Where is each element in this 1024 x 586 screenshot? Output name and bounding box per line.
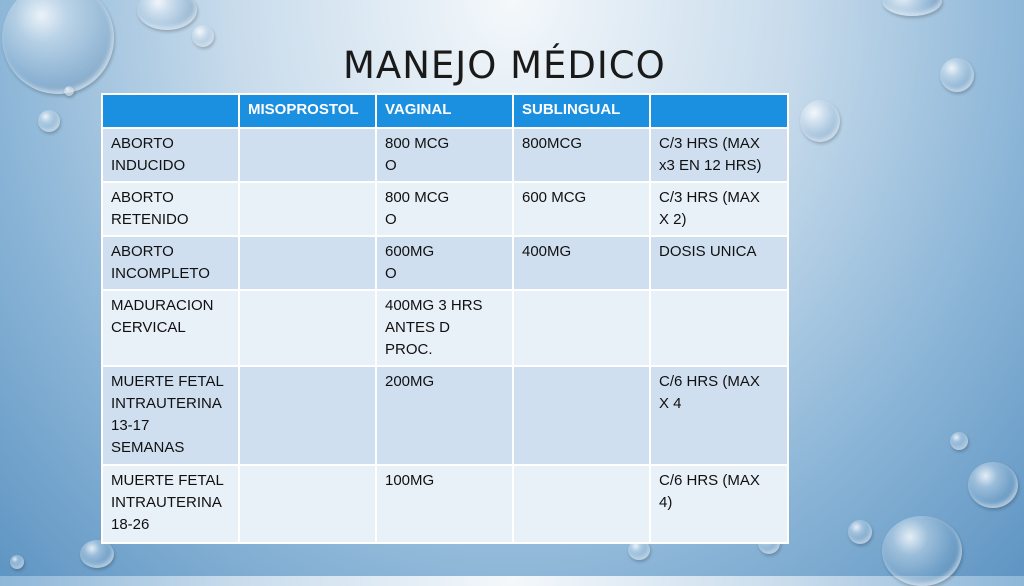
water-drop-decoration <box>940 58 974 92</box>
water-drop-decoration <box>800 100 840 142</box>
table-cell <box>513 465 650 543</box>
water-drop-decoration <box>2 0 114 94</box>
table-cell <box>239 290 376 366</box>
table-cell: 800 MCG O <box>376 182 513 236</box>
table-cell: MUERTE FETAL INTRAUTERINA 18-26 <box>102 465 239 543</box>
table-cell: MADURACION CERVICAL <box>102 290 239 366</box>
table-cell: ABORTO RETENIDO <box>102 182 239 236</box>
table-row <box>102 236 788 290</box>
table-row <box>102 465 788 543</box>
water-drop-decoration <box>10 555 24 569</box>
table-cell: 400MG 3 HRS ANTES D PROC. <box>376 290 513 366</box>
table-row <box>102 366 788 465</box>
table-cell: MUERTE FETAL INTRAUTERINA 13-17 SEMANAS <box>102 366 239 465</box>
table-cell: ABORTO INCOMPLETO <box>102 236 239 290</box>
table-cell: 400MG <box>513 236 650 290</box>
table-cell <box>239 182 376 236</box>
table-cell: C/3 HRS (MAX X 2) <box>650 182 788 236</box>
water-drop-decoration <box>950 432 968 450</box>
table-cell: DOSIS UNICA <box>650 236 788 290</box>
header-cell-misoprostol: MISOPROSTOL <box>239 94 376 128</box>
table-cell <box>239 465 376 543</box>
table-cell <box>239 236 376 290</box>
dosing-table <box>101 93 789 544</box>
water-drop-decoration <box>38 110 60 132</box>
water-drop-decoration <box>192 25 214 47</box>
table-cell: 600MG O <box>376 236 513 290</box>
table-row <box>102 290 788 366</box>
table-cell: 600 MCG <box>513 182 650 236</box>
header-cell-sublingual: SUBLINGUAL <box>513 94 650 128</box>
water-drop-decoration <box>80 540 114 568</box>
table-cell <box>650 290 788 366</box>
table-row <box>102 182 788 236</box>
slide-title: MANEJO MÉDICO <box>343 44 666 87</box>
table-cell: ABORTO INDUCIDO <box>102 128 239 182</box>
water-drop-decoration <box>137 0 197 30</box>
table-cell: C/3 HRS (MAX x3 EN 12 HRS) <box>650 128 788 182</box>
table-cell: 800 MCG O <box>376 128 513 182</box>
table-cell: 100MG <box>376 465 513 543</box>
table-cell <box>239 366 376 465</box>
table-cell: C/6 HRS (MAX X 4 <box>650 366 788 465</box>
header-cell-frequency <box>650 94 788 128</box>
water-drop-decoration <box>968 462 1018 508</box>
table-cell: 200MG <box>376 366 513 465</box>
table-cell <box>239 128 376 182</box>
table-header-row <box>102 94 788 128</box>
header-cell-condition <box>102 94 239 128</box>
table-cell: 800MCG <box>513 128 650 182</box>
water-drop-decoration <box>848 520 872 544</box>
table-cell: C/6 HRS (MAX 4) <box>650 465 788 543</box>
header-cell-vaginal: VAGINAL <box>376 94 513 128</box>
table-row <box>102 128 788 182</box>
table-cell <box>513 366 650 465</box>
water-drop-decoration <box>882 0 942 16</box>
water-drop-decoration <box>64 86 74 96</box>
table-cell <box>513 290 650 366</box>
